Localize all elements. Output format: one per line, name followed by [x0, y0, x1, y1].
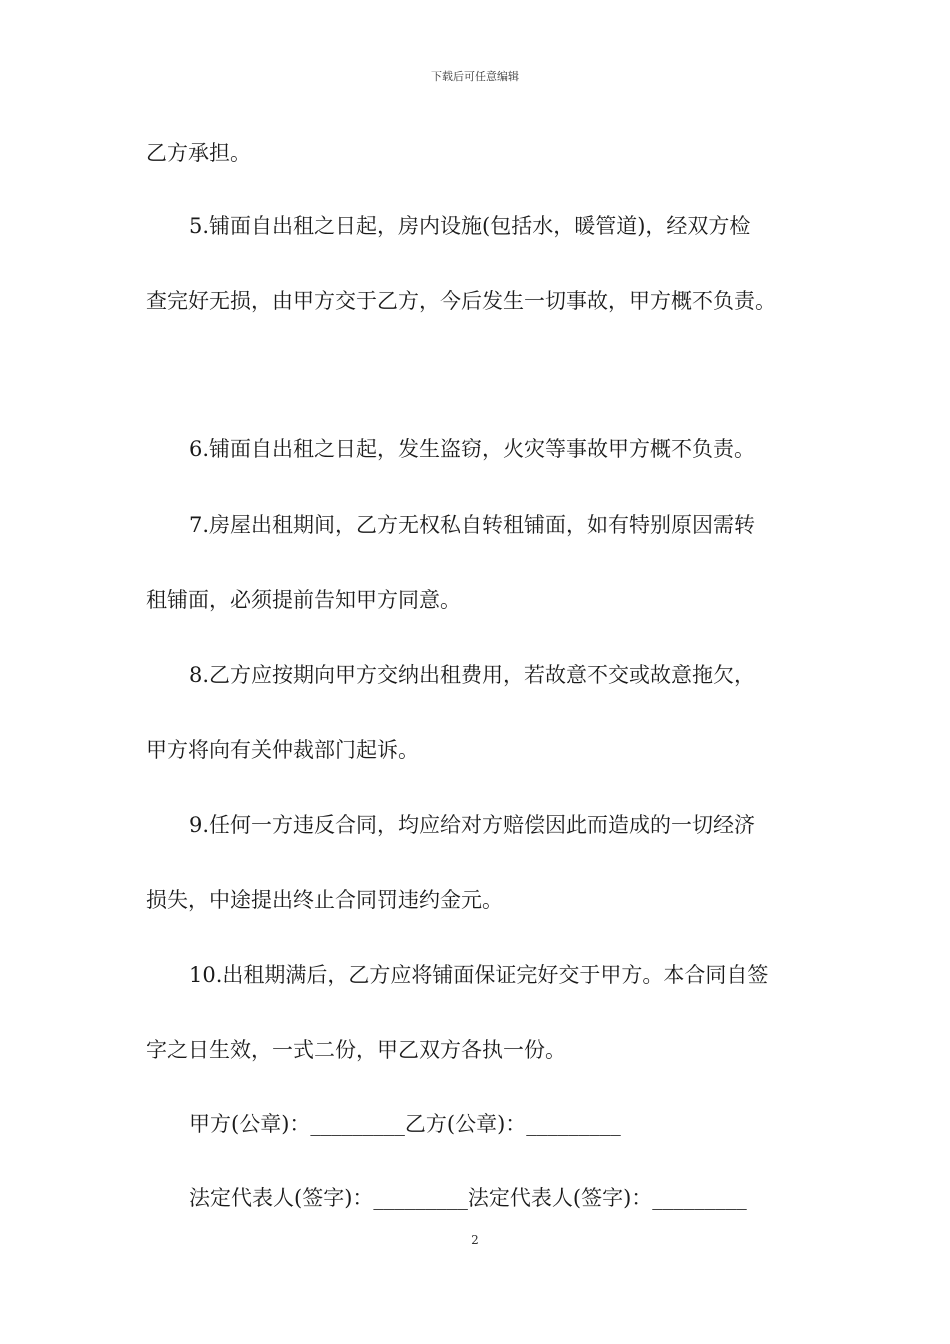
page-header: 下载后可任意编辑	[431, 70, 519, 83]
clause-6-line: 6.铺面自出租之日起，发生盗窃，火灾等事故甲方概不负责。	[189, 437, 756, 461]
clause-8-line-1: 8.乙方应按期向甲方交纳出租费用，若故意不交或故意拖欠，	[189, 663, 756, 687]
clause-9-line-2: 损失，中途提出终止合同罚违约金元。	[146, 888, 503, 912]
clause-10-line-1: 10.出租期满后，乙方应将铺面保证完好交于甲方。本合同自签	[189, 963, 769, 987]
clause-5-line-2: 查完好无损，由甲方交于乙方，今后发生一切事故，甲方概不负责。	[146, 289, 776, 313]
clause-8-line-2: 甲方将向有关仲裁部门起诉。	[146, 738, 419, 762]
clause-5-line-1: 5.铺面自出租之日起，房内设施(包括水，暖管道)，经双方检	[189, 214, 751, 238]
clause-7-line-1: 7.房屋出租期间，乙方无权私自转租铺面，如有特别原因需转	[189, 513, 756, 537]
seal-line: 甲方(公章)：_________乙方(公章)：_________	[189, 1112, 621, 1136]
signature-line: 法定代表人(签字)：_________法定代表人(签字)：_________	[189, 1186, 747, 1210]
clause-9-line-1: 9.任何一方违反合同，均应给对方赔偿因此而造成的一切经济	[189, 813, 756, 837]
page-number: 2	[471, 1233, 479, 1247]
clause-10-line-2: 字之日生效，一式二份，甲乙双方各执一份。	[146, 1038, 566, 1062]
paragraph-line: 乙方承担。	[146, 141, 251, 165]
clause-7-line-2: 租铺面，必须提前告知甲方同意。	[146, 588, 461, 612]
